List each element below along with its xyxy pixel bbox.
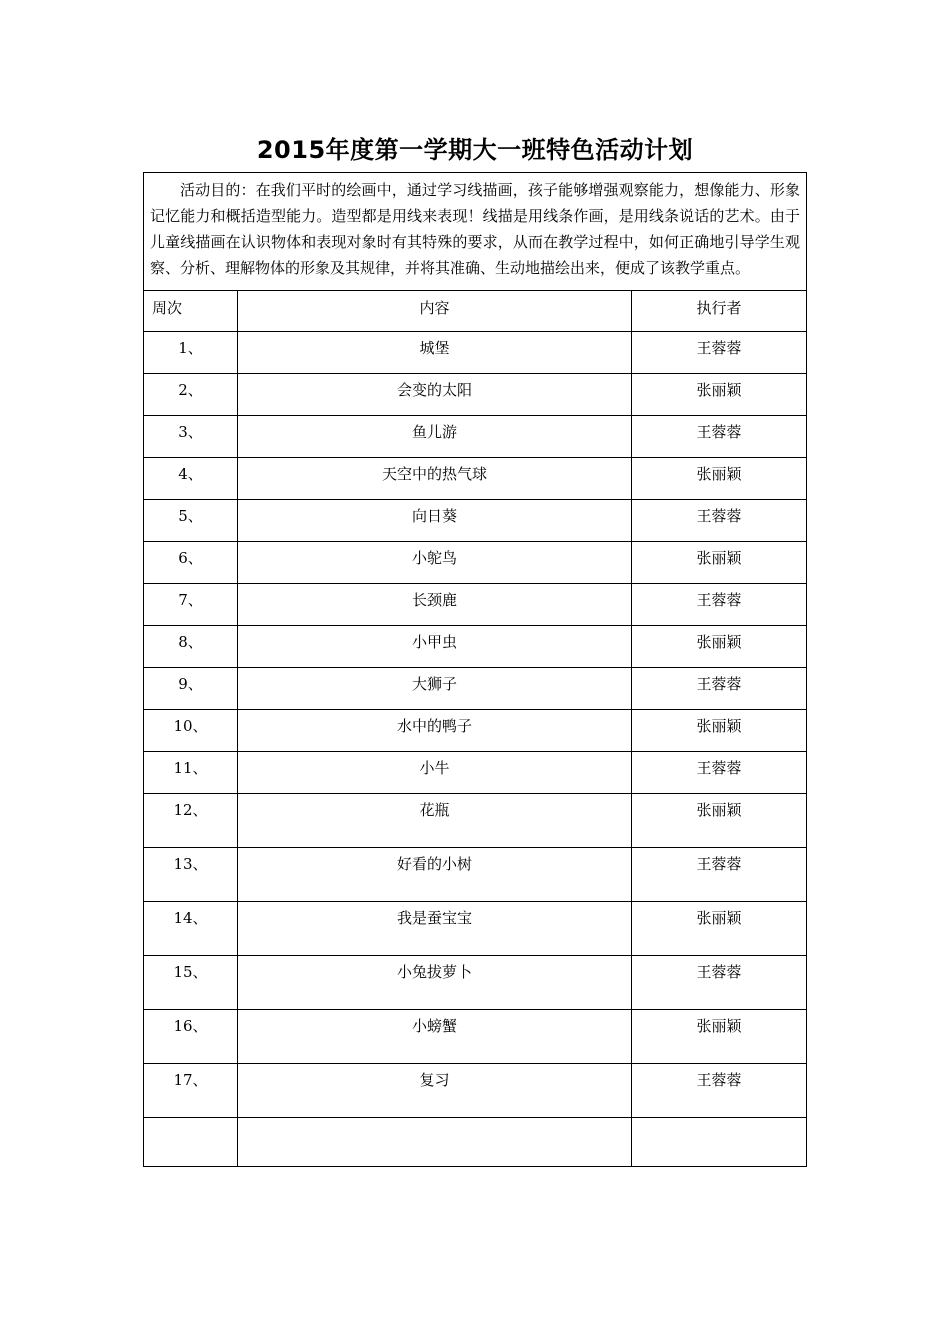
week-cell: 2、	[144, 374, 238, 416]
table-header-row	[144, 291, 807, 332]
executor-cell: 王蓉蓉	[632, 848, 807, 902]
week-cell: 10、	[144, 710, 238, 752]
week-cell: 8、	[144, 626, 238, 668]
content-cell: 小螃蟹	[238, 1010, 632, 1064]
table-row	[144, 458, 807, 500]
table-row	[144, 668, 807, 710]
content-cell: 向日葵	[238, 500, 632, 542]
executor-cell: 王蓉蓉	[632, 332, 807, 374]
executor-cell: 王蓉蓉	[632, 668, 807, 710]
table-row	[144, 500, 807, 542]
header-week: 周次	[144, 291, 238, 332]
executor-cell: 张丽颖	[632, 626, 807, 668]
table-row	[144, 416, 807, 458]
executor-cell: 张丽颖	[632, 902, 807, 956]
content-cell: 小甲虫	[238, 626, 632, 668]
content-cell: 会变的太阳	[238, 374, 632, 416]
table-row	[144, 710, 807, 752]
executor-cell: 王蓉蓉	[632, 752, 807, 794]
page-title: 2015年度第一学期大一班特色活动计划	[256, 136, 694, 164]
week-cell: 15、	[144, 956, 238, 1010]
activity-plan-table	[143, 172, 807, 1167]
table-row	[144, 626, 807, 668]
content-cell: 大狮子	[238, 668, 632, 710]
table-row	[144, 374, 807, 416]
header-executor: 执行者	[632, 291, 807, 332]
table-row	[144, 794, 807, 848]
executor-cell: 张丽颖	[632, 542, 807, 584]
week-cell: 7、	[144, 584, 238, 626]
table-row	[144, 848, 807, 902]
week-cell: 11、	[144, 752, 238, 794]
table-row	[144, 332, 807, 374]
table-row	[144, 752, 807, 794]
table-row	[144, 956, 807, 1010]
week-cell: 9、	[144, 668, 238, 710]
executor-cell: 张丽颖	[632, 374, 807, 416]
table-row	[144, 1010, 807, 1064]
week-cell: 17、	[144, 1064, 238, 1118]
week-cell: 6、	[144, 542, 238, 584]
empty-table-row	[144, 1118, 807, 1167]
content-cell: 天空中的热气球	[238, 458, 632, 500]
content-cell: 小鸵鸟	[238, 542, 632, 584]
table-row	[144, 902, 807, 956]
week-cell: 4、	[144, 458, 238, 500]
content-cell: 小兔拔萝卜	[238, 956, 632, 1010]
purpose-row	[144, 173, 807, 291]
table-row	[144, 542, 807, 584]
content-cell: 好看的小树	[238, 848, 632, 902]
empty-week-cell	[144, 1118, 238, 1167]
activity-purpose: 活动目的：在我们平时的绘画中，通过学习线描画，孩子能够增强观察能力，想像能力、形象记忆能力和概括造型能力。造型都是用线来表现！线描是用线条作画，是用线条说话的艺术。由于儿童线描画在认识物体和表现对象时有其特殊的要求，从而在教学过程中，如何正确地引导学生观察、分析、理解物体的形象及其规律，并将其准确、生动地描绘出来，便成了该教学重点。	[144, 173, 807, 291]
week-cell: 12、	[144, 794, 238, 848]
week-cell: 14、	[144, 902, 238, 956]
content-cell: 水中的鸭子	[238, 710, 632, 752]
week-cell: 13、	[144, 848, 238, 902]
content-cell: 长颈鹿	[238, 584, 632, 626]
executor-cell: 张丽颖	[632, 458, 807, 500]
executor-cell: 王蓉蓉	[632, 956, 807, 1010]
header-content: 内容	[238, 291, 632, 332]
content-cell: 鱼儿游	[238, 416, 632, 458]
content-cell: 花瓶	[238, 794, 632, 848]
executor-cell: 王蓉蓉	[632, 584, 807, 626]
empty-executor-cell	[632, 1118, 807, 1167]
executor-cell: 王蓉蓉	[632, 500, 807, 542]
content-cell: 复习	[238, 1064, 632, 1118]
week-cell: 5、	[144, 500, 238, 542]
content-cell: 城堡	[238, 332, 632, 374]
table-row	[144, 1064, 807, 1118]
executor-cell: 王蓉蓉	[632, 416, 807, 458]
executor-cell: 王蓉蓉	[632, 1064, 807, 1118]
week-cell: 1、	[144, 332, 238, 374]
table-row	[144, 584, 807, 626]
empty-content-cell	[238, 1118, 632, 1167]
executor-cell: 张丽颖	[632, 1010, 807, 1064]
week-cell: 16、	[144, 1010, 238, 1064]
content-cell: 我是蚕宝宝	[238, 902, 632, 956]
executor-cell: 张丽颖	[632, 710, 807, 752]
content-cell: 小牛	[238, 752, 632, 794]
week-cell: 3、	[144, 416, 238, 458]
executor-cell: 张丽颖	[632, 794, 807, 848]
